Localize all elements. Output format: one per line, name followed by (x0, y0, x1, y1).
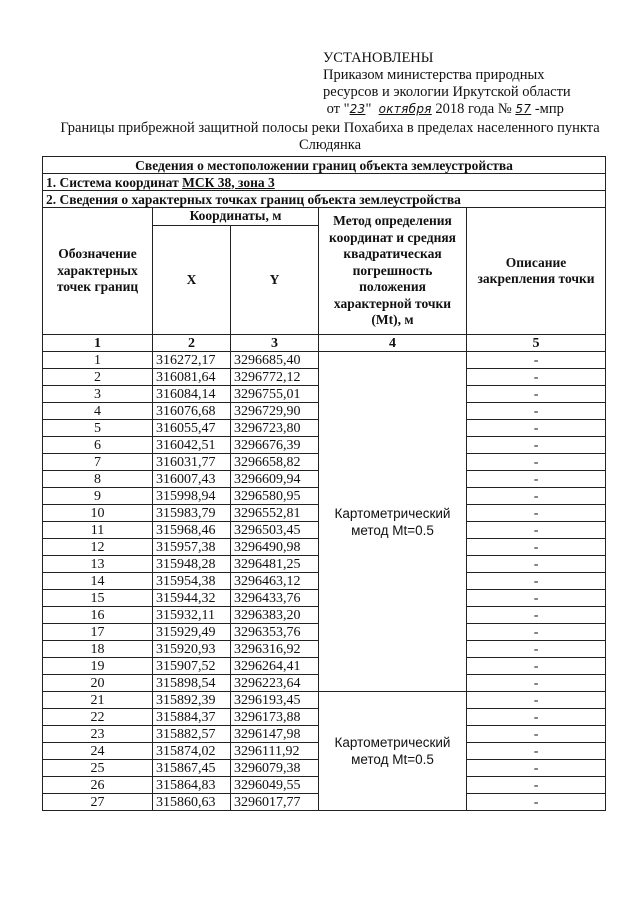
x-coordinate: 315920,93 (153, 641, 231, 658)
header-coordinates: Координаты, м (153, 208, 319, 226)
boundary-table (42, 156, 606, 811)
y-coordinate: 3296433,76 (231, 590, 319, 607)
point-number: 24 (43, 743, 153, 760)
point-number: 16 (43, 607, 153, 624)
y-coordinate: 3296772,12 (231, 369, 319, 386)
point-number: 5 (43, 420, 153, 437)
date-quote: " (365, 101, 372, 117)
point-number: 21 (43, 692, 153, 709)
x-coordinate: 316076,68 (153, 403, 231, 420)
approval-line-1: Приказом министерства природных (323, 67, 545, 83)
point-number: 3 (43, 386, 153, 403)
fixing-description: - (467, 539, 606, 556)
method-cell: Картометрический метод Mt=0.5 (319, 352, 467, 692)
year-text: 2018 года № (435, 101, 512, 117)
y-coordinate: 3296017,77 (231, 794, 319, 811)
fixing-description: - (467, 590, 606, 607)
x-coordinate: 316055,47 (153, 420, 231, 437)
points-section-title: 2. Сведения о характерных точках границ объекта землеустройства (43, 191, 606, 208)
column-number-4: 4 (319, 335, 467, 352)
point-number: 23 (43, 726, 153, 743)
fixing-description: - (467, 675, 606, 692)
table-row (43, 692, 606, 709)
fixing-description: - (467, 726, 606, 743)
column-number-2: 2 (153, 335, 231, 352)
fixing-description: - (467, 505, 606, 522)
x-coordinate: 315968,46 (153, 522, 231, 539)
x-coordinate: 315954,38 (153, 573, 231, 590)
x-coordinate: 315932,11 (153, 607, 231, 624)
date-prefix: от " (326, 101, 350, 117)
handwritten-month: октября (378, 102, 432, 116)
y-coordinate: 3296111,92 (231, 743, 319, 760)
point-number: 14 (43, 573, 153, 590)
point-number: 25 (43, 760, 153, 777)
fixing-description: - (467, 522, 606, 539)
fixing-description: - (467, 403, 606, 420)
fixing-description: - (467, 607, 606, 624)
fixing-description: - (467, 777, 606, 794)
column-number-5: 5 (467, 335, 606, 352)
point-number: 8 (43, 471, 153, 488)
x-coordinate: 315884,37 (153, 709, 231, 726)
fixing-description: - (467, 692, 606, 709)
column-number-1: 1 (43, 335, 153, 352)
point-number: 22 (43, 709, 153, 726)
point-number: 19 (43, 658, 153, 675)
approval-heading: УСТАНОВЛЕНЫ (323, 50, 434, 66)
y-coordinate: 3296264,41 (231, 658, 319, 675)
fixing-description: - (467, 437, 606, 454)
fixing-description: - (467, 573, 606, 590)
y-coordinate: 3296079,38 (231, 760, 319, 777)
y-coordinate: 3296609,94 (231, 471, 319, 488)
x-coordinate: 315892,39 (153, 692, 231, 709)
x-coordinate: 316272,17 (153, 352, 231, 369)
x-coordinate: 315907,52 (153, 658, 231, 675)
x-coordinate: 315874,02 (153, 743, 231, 760)
approval-line-2: ресурсов и экологии Иркутской области (323, 84, 571, 100)
fixing-description: - (467, 420, 606, 437)
y-coordinate: 3296723,80 (231, 420, 319, 437)
x-coordinate: 315948,28 (153, 556, 231, 573)
header-description: Описание закрепления точки (467, 208, 606, 335)
point-number: 12 (43, 539, 153, 556)
y-coordinate: 3296729,90 (231, 403, 319, 420)
fixing-description: - (467, 471, 606, 488)
y-coordinate: 3296490,98 (231, 539, 319, 556)
fixing-description: - (467, 794, 606, 811)
point-number: 7 (43, 454, 153, 471)
handwritten-day: 23 (349, 102, 366, 116)
y-coordinate: 3296552,81 (231, 505, 319, 522)
x-coordinate: 315867,45 (153, 760, 231, 777)
handwritten-number: 57 (515, 102, 532, 116)
fixing-description: - (467, 743, 606, 760)
y-coordinate: 3296383,20 (231, 607, 319, 624)
point-number: 18 (43, 641, 153, 658)
column-number-3: 3 (231, 335, 319, 352)
coordinate-system-label: 1. Система координат (46, 174, 183, 190)
method-cell: Картометрический метод Mt=0.5 (319, 692, 467, 811)
point-number: 13 (43, 556, 153, 573)
x-coordinate: 315882,57 (153, 726, 231, 743)
point-number: 2 (43, 369, 153, 386)
x-coordinate: 316007,43 (153, 471, 231, 488)
x-coordinate: 315898,54 (153, 675, 231, 692)
x-coordinate: 315957,38 (153, 539, 231, 556)
header-y: Y (231, 226, 319, 335)
fixing-description: - (467, 369, 606, 386)
fixing-description: - (467, 641, 606, 658)
fixing-description: - (467, 760, 606, 777)
header-x: X (153, 226, 231, 335)
point-number: 26 (43, 777, 153, 794)
y-coordinate: 3296580,95 (231, 488, 319, 505)
approval-date-line (323, 101, 571, 118)
point-number: 9 (43, 488, 153, 505)
x-coordinate: 315929,49 (153, 624, 231, 641)
point-number: 17 (43, 624, 153, 641)
x-coordinate: 316042,51 (153, 437, 231, 454)
x-coordinate: 315860,63 (153, 794, 231, 811)
point-number: 4 (43, 403, 153, 420)
section-title: Сведения о местоположении границ объекта землеустройства (43, 157, 606, 174)
fixing-description: - (467, 709, 606, 726)
fixing-description: - (467, 352, 606, 369)
x-coordinate: 315864,83 (153, 777, 231, 794)
y-coordinate: 3296676,39 (231, 437, 319, 454)
fixing-description: - (467, 488, 606, 505)
y-coordinate: 3296147,98 (231, 726, 319, 743)
fixing-description: - (467, 556, 606, 573)
y-coordinate: 3296316,92 (231, 641, 319, 658)
point-number: 1 (43, 352, 153, 369)
header-point: Обозначение характерных точек границ (43, 208, 153, 335)
y-coordinate: 3296755,01 (231, 386, 319, 403)
fixing-description: - (467, 624, 606, 641)
point-number: 27 (43, 794, 153, 811)
fixing-description: - (467, 658, 606, 675)
y-coordinate: 3296463,12 (231, 573, 319, 590)
y-coordinate: 3296658,82 (231, 454, 319, 471)
x-coordinate: 315983,79 (153, 505, 231, 522)
y-coordinate: 3296173,88 (231, 709, 319, 726)
coordinate-system-value: МСК 38, зона 3 (182, 174, 275, 190)
y-coordinate: 3296223,64 (231, 675, 319, 692)
y-coordinate: 3296193,45 (231, 692, 319, 709)
y-coordinate: 3296503,45 (231, 522, 319, 539)
y-coordinate: 3296049,55 (231, 777, 319, 794)
fixing-description: - (467, 386, 606, 403)
point-number: 15 (43, 590, 153, 607)
coordinate-system-row (43, 174, 606, 191)
point-number: 6 (43, 437, 153, 454)
y-coordinate: 3296481,25 (231, 556, 319, 573)
x-coordinate: 316081,64 (153, 369, 231, 386)
point-number: 20 (43, 675, 153, 692)
y-coordinate: 3296353,76 (231, 624, 319, 641)
table-row (43, 352, 606, 369)
y-coordinate: 3296685,40 (231, 352, 319, 369)
header-method: Метод определения координат и средняя квадратическая погрешность положения характерной точки (Mt), м (319, 208, 467, 335)
x-coordinate: 316031,77 (153, 454, 231, 471)
x-coordinate: 315998,94 (153, 488, 231, 505)
order-suffix: -мпр (534, 101, 564, 117)
approval-block (323, 50, 571, 118)
point-number: 11 (43, 522, 153, 539)
point-number: 10 (43, 505, 153, 522)
fixing-description: - (467, 454, 606, 471)
x-coordinate: 315944,32 (153, 590, 231, 607)
x-coordinate: 316084,14 (153, 386, 231, 403)
document-title: Границы прибрежной защитной полосы реки Похабиха в пределах населенного пункта Слюдянка (60, 120, 600, 153)
